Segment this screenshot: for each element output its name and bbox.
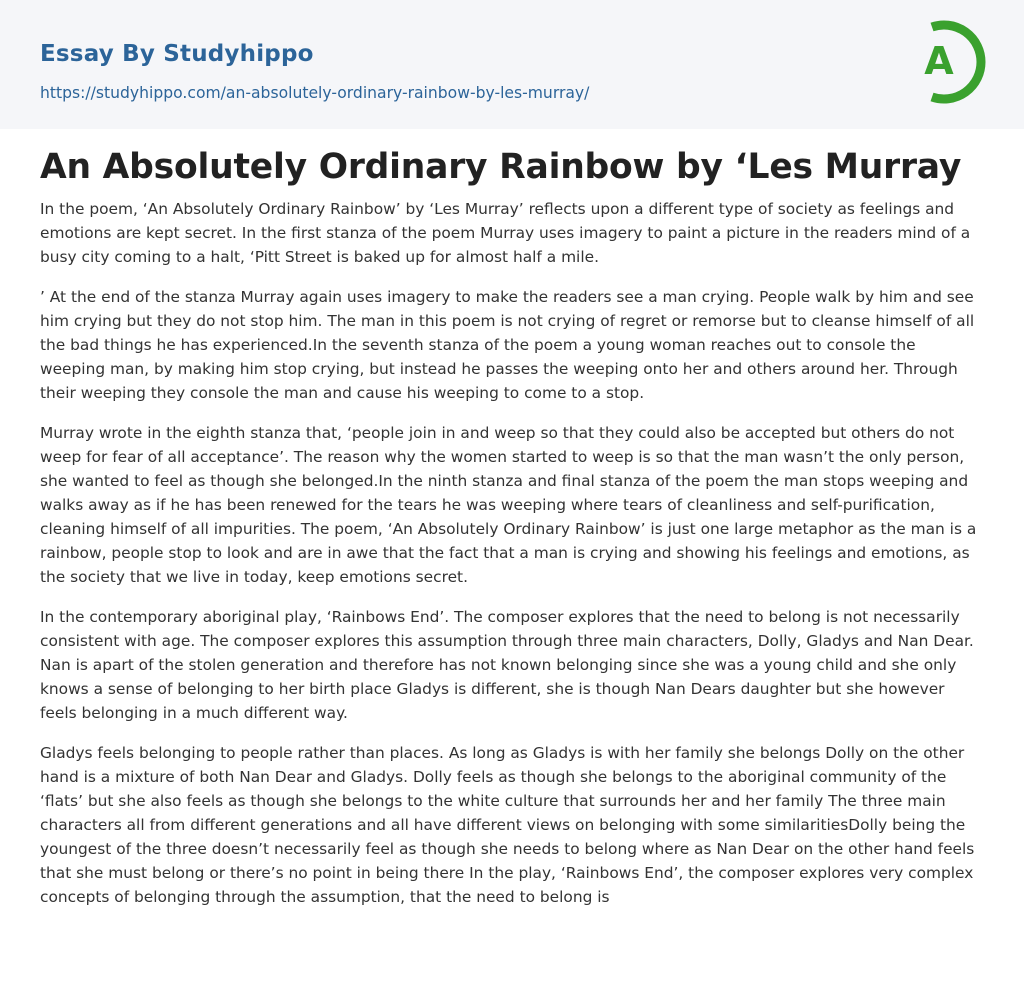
- brand-title[interactable]: Essay By Studyhippo: [40, 41, 314, 67]
- article-title: An Absolutely Ordinary Rainbow by ‘Les Murray: [40, 147, 962, 187]
- logo-letter: A: [924, 39, 954, 83]
- site-header: [0, 0, 1024, 129]
- studyhippo-logo-icon[interactable]: [912, 18, 988, 106]
- source-url-link[interactable]: https://studyhippo.com/an-absolutely-ordinary-rainbow-by-les-murray/: [40, 84, 590, 102]
- article: [40, 147, 984, 925]
- article-paragraph: Murray wrote in the eighth stanza that, ‘people join in and weep so that they could also be accepted but others do not weep for fear of all acceptance’. The reason why the women started to weep is so that the man wasn’t the only person, she wanted to feel as though she belonged.In the ninth stanza and final stanza of the poem the man stops weeping and walks away as if he has been renewed for the tears he was weeping where tears of cleanliness and self-purification, cleaning himself of all impurities. The poem, ‘An Absolutely Ordinary Rainbow’ is just one large metaphor as the man is a rainbow, people stop to look and are in awe that the fact that a man is crying and showing his feelings and emotions, as the society that we live in today, keep emotions secret.: [40, 424, 977, 586]
- article-paragraph: ’ At the end of the stanza Murray again uses imagery to make the readers see a man crying. People walk by him and see him crying but they do not stop him. The man in this poem is not crying of regret or remorse but to cleanse himself of all the bad things he has experienced.In the seventh stanza of the poem a young woman reaches out to console the weeping man, by making him stop crying, but instead he passes the weeping onto her and others around her. Through their weeping they console the man and cause his weeping to come to a stop.: [40, 288, 975, 402]
- article-paragraph: Gladys feels belonging to people rather than places. As long as Gladys is with her family she belongs Dolly on the other hand is a mixture of both Nan Dear and Gladys. Dolly feels as though she belongs to the aboriginal community of the ‘flats’ but she also feels as though she belongs to the white culture that surrounds her and her family The three main characters all from different generations and all have different views on belonging with some similaritiesDolly being the youngest of the three doesn’t necessarily feel as though she needs to belong where as Nan Dear on the other hand feels that she must belong or there’s no point in being there In the play, ‘Rainbows End’, the composer explores very complex concepts of belonging through the assumption, that the need to belong is: [40, 744, 975, 906]
- article-paragraph: In the poem, ‘An Absolutely Ordinary Rainbow’ by ‘Les Murray’ reflects upon a different type of society as feelings and emotions are kept secret. In the first stanza of the poem Murray uses imagery to paint a picture in the readers mind of a busy city coming to a halt, ‘Pitt Street is baked up for almost half a mile.: [40, 200, 971, 266]
- article-paragraph: In the contemporary aboriginal play, ‘Rainbows End’. The composer explores that the need to belong is not necessarily consistent with age. The composer explores this assumption through three main characters, Dolly, Gladys and Nan Dear. Nan is apart of the stolen generation and therefore has not known belonging since she was a young child and she only knows a sense of belonging to her birth place Gladys is different, she is though Nan Dears daughter but she however feels belonging in a much different way.: [40, 608, 974, 722]
